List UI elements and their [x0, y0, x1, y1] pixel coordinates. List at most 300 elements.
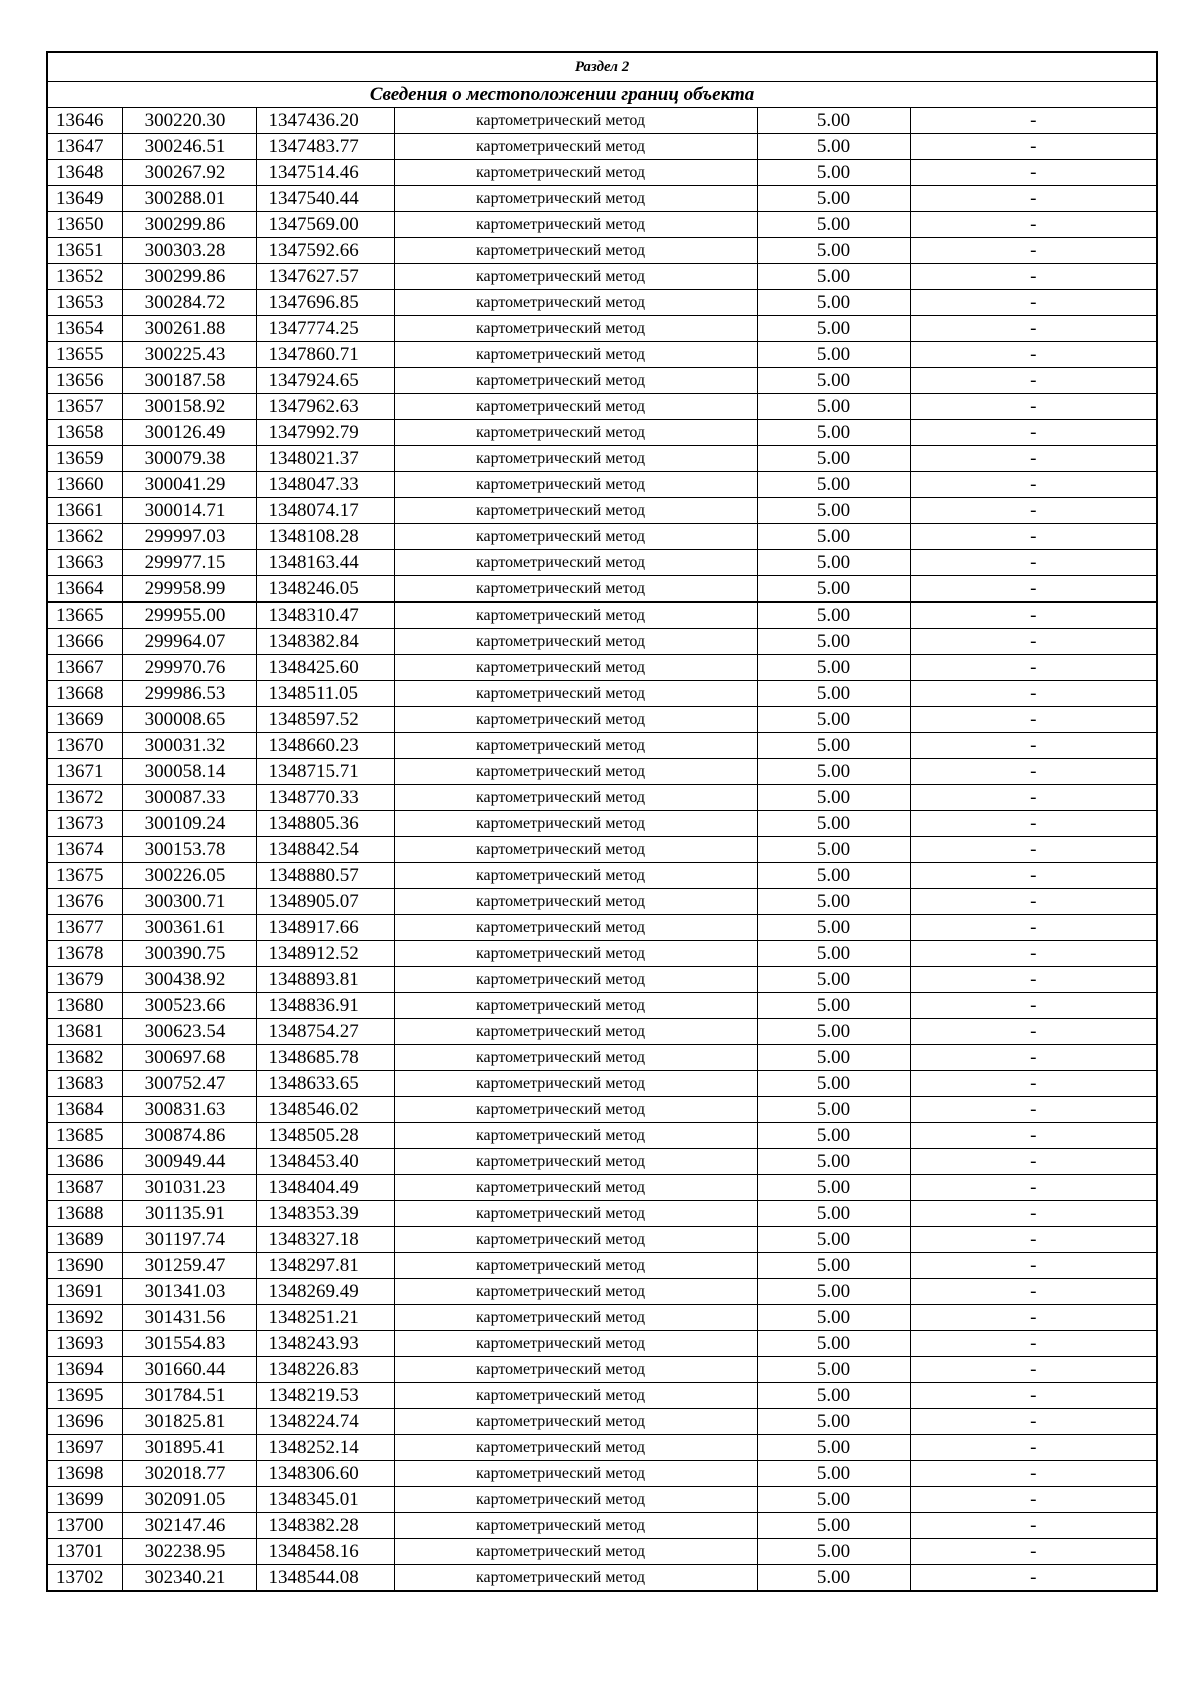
x-coordinate-cell: 300299.86 — [122, 264, 256, 290]
x-coordinate-cell: 300949.44 — [122, 1149, 256, 1175]
y-coordinate-cell: 1348269.49 — [256, 1279, 394, 1305]
x-coordinate-cell: 300390.75 — [122, 941, 256, 967]
y-coordinate-cell: 1348297.81 — [256, 1253, 394, 1279]
table-row — [47, 472, 1157, 498]
table-row — [47, 1279, 1157, 1305]
point-number-cell: 13667 — [47, 655, 122, 681]
table-row — [47, 1071, 1157, 1097]
x-coordinate-cell: 299964.07 — [122, 629, 256, 655]
table-row — [47, 134, 1157, 160]
x-coordinate-cell: 300361.61 — [122, 915, 256, 941]
point-number-cell: 13677 — [47, 915, 122, 941]
table-row — [47, 212, 1157, 238]
accuracy-cell: 5.00 — [757, 1175, 910, 1201]
method-cell: картометрический метод — [394, 264, 757, 290]
table-row — [47, 915, 1157, 941]
x-coordinate-cell: 300523.66 — [122, 993, 256, 1019]
description-cell: - — [910, 1357, 1157, 1383]
point-number-cell: 13646 — [47, 108, 122, 134]
point-number-cell: 13685 — [47, 1123, 122, 1149]
y-coordinate-cell: 1347992.79 — [256, 420, 394, 446]
y-coordinate-cell: 1348382.84 — [256, 629, 394, 655]
boundary-coordinates-table — [46, 51, 1158, 1592]
method-cell: картометрический метод — [394, 1435, 757, 1461]
x-coordinate-cell: 300697.68 — [122, 1045, 256, 1071]
table-row — [47, 1435, 1157, 1461]
description-cell: - — [910, 837, 1157, 863]
accuracy-cell: 5.00 — [757, 1123, 910, 1149]
table-row — [47, 498, 1157, 524]
x-coordinate-cell: 300058.14 — [122, 759, 256, 785]
point-number-cell: 13695 — [47, 1383, 122, 1409]
y-coordinate-cell: 1348382.28 — [256, 1513, 394, 1539]
table-row — [47, 1045, 1157, 1071]
point-number-cell: 13648 — [47, 160, 122, 186]
x-coordinate-cell: 302340.21 — [122, 1565, 256, 1592]
accuracy-cell: 5.00 — [757, 941, 910, 967]
y-coordinate-cell: 1348404.49 — [256, 1175, 394, 1201]
accuracy-cell: 5.00 — [757, 186, 910, 212]
accuracy-cell: 5.00 — [757, 134, 910, 160]
accuracy-cell: 5.00 — [757, 1565, 910, 1592]
y-coordinate-cell: 1347924.65 — [256, 368, 394, 394]
point-number-cell: 13700 — [47, 1513, 122, 1539]
section-header-row — [47, 52, 1157, 82]
y-coordinate-cell: 1348353.39 — [256, 1201, 394, 1227]
accuracy-cell: 5.00 — [757, 1253, 910, 1279]
description-cell: - — [910, 941, 1157, 967]
table-row — [47, 655, 1157, 681]
x-coordinate-cell: 300220.30 — [122, 108, 256, 134]
method-cell: картометрический метод — [394, 550, 757, 576]
table-row — [47, 941, 1157, 967]
table-title: Сведения о местоположении границ объекта — [47, 82, 1157, 108]
point-number-cell: 13675 — [47, 863, 122, 889]
x-coordinate-cell: 300031.32 — [122, 733, 256, 759]
point-number-cell: 13678 — [47, 941, 122, 967]
table-row — [47, 681, 1157, 707]
section-title: Раздел 2 — [47, 52, 1157, 82]
table-row — [47, 1305, 1157, 1331]
description-cell: - — [910, 316, 1157, 342]
description-cell: - — [910, 1201, 1157, 1227]
method-cell: картометрический метод — [394, 967, 757, 993]
y-coordinate-cell: 1348912.52 — [256, 941, 394, 967]
y-coordinate-cell: 1348047.33 — [256, 472, 394, 498]
accuracy-cell: 5.00 — [757, 785, 910, 811]
method-cell: картометрический метод — [394, 420, 757, 446]
x-coordinate-cell: 300288.01 — [122, 186, 256, 212]
accuracy-cell: 5.00 — [757, 1019, 910, 1045]
point-number-cell: 13699 — [47, 1487, 122, 1513]
point-number-cell: 13698 — [47, 1461, 122, 1487]
x-coordinate-cell: 301825.81 — [122, 1409, 256, 1435]
method-cell: картометрический метод — [394, 837, 757, 863]
x-coordinate-cell: 301431.56 — [122, 1305, 256, 1331]
y-coordinate-cell: 1348243.93 — [256, 1331, 394, 1357]
description-cell: - — [910, 472, 1157, 498]
y-coordinate-cell: 1348546.02 — [256, 1097, 394, 1123]
description-cell: - — [910, 967, 1157, 993]
x-coordinate-cell: 299997.03 — [122, 524, 256, 550]
accuracy-cell: 5.00 — [757, 446, 910, 472]
x-coordinate-cell: 300008.65 — [122, 707, 256, 733]
x-coordinate-cell: 300300.71 — [122, 889, 256, 915]
method-cell: картометрический метод — [394, 1565, 757, 1592]
document-page — [46, 51, 1156, 1592]
method-cell: картометрический метод — [394, 1201, 757, 1227]
y-coordinate-cell: 1347696.85 — [256, 290, 394, 316]
accuracy-cell: 5.00 — [757, 290, 910, 316]
description-cell: - — [910, 160, 1157, 186]
description-cell: - — [910, 342, 1157, 368]
y-coordinate-cell: 1348219.53 — [256, 1383, 394, 1409]
table-row — [47, 1513, 1157, 1539]
y-coordinate-cell: 1348880.57 — [256, 863, 394, 889]
y-coordinate-cell: 1348905.07 — [256, 889, 394, 915]
description-cell: - — [910, 681, 1157, 707]
y-coordinate-cell: 1348425.60 — [256, 655, 394, 681]
table-body — [47, 52, 1157, 1591]
x-coordinate-cell: 302091.05 — [122, 1487, 256, 1513]
y-coordinate-cell: 1348917.66 — [256, 915, 394, 941]
x-coordinate-cell: 300041.29 — [122, 472, 256, 498]
accuracy-cell: 5.00 — [757, 1513, 910, 1539]
x-coordinate-cell: 300267.92 — [122, 160, 256, 186]
table-row — [47, 1201, 1157, 1227]
y-coordinate-cell: 1348345.01 — [256, 1487, 394, 1513]
x-coordinate-cell: 300153.78 — [122, 837, 256, 863]
method-cell: картометрический метод — [394, 655, 757, 681]
method-cell: картометрический метод — [394, 1253, 757, 1279]
method-cell: картометрический метод — [394, 342, 757, 368]
y-coordinate-cell: 1347592.66 — [256, 238, 394, 264]
y-coordinate-cell: 1348715.71 — [256, 759, 394, 785]
x-coordinate-cell: 300623.54 — [122, 1019, 256, 1045]
accuracy-cell: 5.00 — [757, 420, 910, 446]
accuracy-cell: 5.00 — [757, 1435, 910, 1461]
method-cell: картометрический метод — [394, 1513, 757, 1539]
x-coordinate-cell: 299955.00 — [122, 602, 256, 629]
description-cell: - — [910, 863, 1157, 889]
table-row — [47, 889, 1157, 915]
method-cell: картометрический метод — [394, 1539, 757, 1565]
method-cell: картометрический метод — [394, 1357, 757, 1383]
x-coordinate-cell: 301341.03 — [122, 1279, 256, 1305]
y-coordinate-cell: 1348252.14 — [256, 1435, 394, 1461]
accuracy-cell: 5.00 — [757, 915, 910, 941]
table-row — [47, 394, 1157, 420]
x-coordinate-cell: 300014.71 — [122, 498, 256, 524]
x-coordinate-cell: 301031.23 — [122, 1175, 256, 1201]
description-cell: - — [910, 759, 1157, 785]
method-cell: картометрический метод — [394, 160, 757, 186]
method-cell: картометрический метод — [394, 993, 757, 1019]
point-number-cell: 13653 — [47, 290, 122, 316]
accuracy-cell: 5.00 — [757, 108, 910, 134]
point-number-cell: 13681 — [47, 1019, 122, 1045]
accuracy-cell: 5.00 — [757, 1357, 910, 1383]
method-cell: картометрический метод — [394, 1409, 757, 1435]
point-number-cell: 13686 — [47, 1149, 122, 1175]
accuracy-cell: 5.00 — [757, 1097, 910, 1123]
x-coordinate-cell: 300752.47 — [122, 1071, 256, 1097]
x-coordinate-cell: 300284.72 — [122, 290, 256, 316]
description-cell: - — [910, 108, 1157, 134]
y-coordinate-cell: 1348327.18 — [256, 1227, 394, 1253]
description-cell: - — [910, 1227, 1157, 1253]
table-row — [47, 811, 1157, 837]
description-cell: - — [910, 1305, 1157, 1331]
description-cell: - — [910, 394, 1157, 420]
description-cell: - — [910, 1045, 1157, 1071]
y-coordinate-cell: 1348251.21 — [256, 1305, 394, 1331]
table-row — [47, 264, 1157, 290]
y-coordinate-cell: 1348246.05 — [256, 576, 394, 603]
description-cell: - — [910, 1175, 1157, 1201]
accuracy-cell: 5.00 — [757, 1383, 910, 1409]
table-row — [47, 342, 1157, 368]
x-coordinate-cell: 299986.53 — [122, 681, 256, 707]
x-coordinate-cell: 300261.88 — [122, 316, 256, 342]
table-row — [47, 1357, 1157, 1383]
x-coordinate-cell: 300126.49 — [122, 420, 256, 446]
description-cell: - — [910, 602, 1157, 629]
point-number-cell: 13666 — [47, 629, 122, 655]
table-row — [47, 785, 1157, 811]
method-cell: картометрический метод — [394, 629, 757, 655]
y-coordinate-cell: 1348021.37 — [256, 446, 394, 472]
x-coordinate-cell: 301135.91 — [122, 1201, 256, 1227]
method-cell: картометрический метод — [394, 1487, 757, 1513]
method-cell: картометрический метод — [394, 1305, 757, 1331]
method-cell: картометрический метод — [394, 733, 757, 759]
accuracy-cell: 5.00 — [757, 629, 910, 655]
y-coordinate-cell: 1348754.27 — [256, 1019, 394, 1045]
x-coordinate-cell: 301784.51 — [122, 1383, 256, 1409]
description-cell: - — [910, 1279, 1157, 1305]
method-cell: картометрический метод — [394, 1331, 757, 1357]
description-cell: - — [910, 524, 1157, 550]
point-number-cell: 13651 — [47, 238, 122, 264]
method-cell: картометрический метод — [394, 681, 757, 707]
accuracy-cell: 5.00 — [757, 863, 910, 889]
description-cell: - — [910, 1539, 1157, 1565]
description-cell: - — [910, 1123, 1157, 1149]
point-number-cell: 13683 — [47, 1071, 122, 1097]
description-cell: - — [910, 1149, 1157, 1175]
accuracy-cell: 5.00 — [757, 993, 910, 1019]
point-number-cell: 13647 — [47, 134, 122, 160]
point-number-cell: 13689 — [47, 1227, 122, 1253]
x-coordinate-cell: 299970.76 — [122, 655, 256, 681]
table-row — [47, 1123, 1157, 1149]
accuracy-cell: 5.00 — [757, 498, 910, 524]
accuracy-cell: 5.00 — [757, 1487, 910, 1513]
description-cell: - — [910, 134, 1157, 160]
description-cell: - — [910, 498, 1157, 524]
accuracy-cell: 5.00 — [757, 1071, 910, 1097]
description-cell: - — [910, 811, 1157, 837]
point-number-cell: 13679 — [47, 967, 122, 993]
point-number-cell: 13649 — [47, 186, 122, 212]
method-cell: картометрический метод — [394, 316, 757, 342]
accuracy-cell: 5.00 — [757, 368, 910, 394]
accuracy-cell: 5.00 — [757, 602, 910, 629]
description-cell: - — [910, 707, 1157, 733]
y-coordinate-cell: 1347436.20 — [256, 108, 394, 134]
accuracy-cell: 5.00 — [757, 967, 910, 993]
accuracy-cell: 5.00 — [757, 1539, 910, 1565]
point-number-cell: 13650 — [47, 212, 122, 238]
y-coordinate-cell: 1347627.57 — [256, 264, 394, 290]
method-cell: картометрический метод — [394, 394, 757, 420]
y-coordinate-cell: 1347483.77 — [256, 134, 394, 160]
point-number-cell: 13660 — [47, 472, 122, 498]
accuracy-cell: 5.00 — [757, 524, 910, 550]
point-number-cell: 13693 — [47, 1331, 122, 1357]
point-number-cell: 13664 — [47, 576, 122, 603]
x-coordinate-cell: 300246.51 — [122, 134, 256, 160]
description-cell: - — [910, 1565, 1157, 1592]
table-row — [47, 1409, 1157, 1435]
table-row — [47, 1461, 1157, 1487]
y-coordinate-cell: 1348633.65 — [256, 1071, 394, 1097]
point-number-cell: 13673 — [47, 811, 122, 837]
accuracy-cell: 5.00 — [757, 1461, 910, 1487]
method-cell: картометрический метод — [394, 1071, 757, 1097]
table-row — [47, 602, 1157, 629]
point-number-cell: 13657 — [47, 394, 122, 420]
accuracy-cell: 5.00 — [757, 238, 910, 264]
point-number-cell: 13654 — [47, 316, 122, 342]
table-row — [47, 446, 1157, 472]
x-coordinate-cell: 300874.86 — [122, 1123, 256, 1149]
accuracy-cell: 5.00 — [757, 394, 910, 420]
description-cell: - — [910, 186, 1157, 212]
y-coordinate-cell: 1347774.25 — [256, 316, 394, 342]
y-coordinate-cell: 1348597.52 — [256, 707, 394, 733]
table-row — [47, 186, 1157, 212]
table-row — [47, 1331, 1157, 1357]
method-cell: картометрический метод — [394, 707, 757, 733]
y-coordinate-cell: 1348511.05 — [256, 681, 394, 707]
method-cell: картометрический метод — [394, 1097, 757, 1123]
description-cell: - — [910, 368, 1157, 394]
table-row — [47, 1565, 1157, 1592]
x-coordinate-cell: 300225.43 — [122, 342, 256, 368]
description-cell: - — [910, 420, 1157, 446]
x-coordinate-cell: 299958.99 — [122, 576, 256, 603]
point-number-cell: 13674 — [47, 837, 122, 863]
x-coordinate-cell: 300831.63 — [122, 1097, 256, 1123]
method-cell: картометрический метод — [394, 1383, 757, 1409]
table-row — [47, 1175, 1157, 1201]
y-coordinate-cell: 1348805.36 — [256, 811, 394, 837]
description-cell: - — [910, 915, 1157, 941]
x-coordinate-cell: 300079.38 — [122, 446, 256, 472]
method-cell: картометрический метод — [394, 1227, 757, 1253]
point-number-cell: 13665 — [47, 602, 122, 629]
accuracy-cell: 5.00 — [757, 212, 910, 238]
y-coordinate-cell: 1348310.47 — [256, 602, 394, 629]
y-coordinate-cell: 1348505.28 — [256, 1123, 394, 1149]
y-coordinate-cell: 1348770.33 — [256, 785, 394, 811]
table-row — [47, 1097, 1157, 1123]
table-row — [47, 707, 1157, 733]
y-coordinate-cell: 1347540.44 — [256, 186, 394, 212]
method-cell: картометрический метод — [394, 863, 757, 889]
method-cell: картометрический метод — [394, 446, 757, 472]
accuracy-cell: 5.00 — [757, 1331, 910, 1357]
table-row — [47, 993, 1157, 1019]
x-coordinate-cell: 300109.24 — [122, 811, 256, 837]
point-number-cell: 13670 — [47, 733, 122, 759]
description-cell: - — [910, 1435, 1157, 1461]
method-cell: картометрический метод — [394, 1123, 757, 1149]
table-row — [47, 420, 1157, 446]
method-cell: картометрический метод — [394, 290, 757, 316]
accuracy-cell: 5.00 — [757, 264, 910, 290]
y-coordinate-cell: 1348453.40 — [256, 1149, 394, 1175]
x-coordinate-cell: 300187.58 — [122, 368, 256, 394]
point-number-cell: 13697 — [47, 1435, 122, 1461]
point-number-cell: 13658 — [47, 420, 122, 446]
method-cell: картометрический метод — [394, 759, 757, 785]
method-cell: картометрический метод — [394, 1019, 757, 1045]
description-cell: - — [910, 889, 1157, 915]
method-cell: картометрический метод — [394, 889, 757, 915]
description-cell: - — [910, 264, 1157, 290]
method-cell: картометрический метод — [394, 472, 757, 498]
method-cell: картометрический метод — [394, 1279, 757, 1305]
method-cell: картометрический метод — [394, 1461, 757, 1487]
y-coordinate-cell: 1348108.28 — [256, 524, 394, 550]
y-coordinate-cell: 1347514.46 — [256, 160, 394, 186]
method-cell: картометрический метод — [394, 602, 757, 629]
table-row — [47, 290, 1157, 316]
accuracy-cell: 5.00 — [757, 1227, 910, 1253]
point-number-cell: 13687 — [47, 1175, 122, 1201]
point-number-cell: 13662 — [47, 524, 122, 550]
accuracy-cell: 5.00 — [757, 1201, 910, 1227]
method-cell: картометрический метод — [394, 238, 757, 264]
point-number-cell: 13702 — [47, 1565, 122, 1592]
point-number-cell: 13691 — [47, 1279, 122, 1305]
point-number-cell: 13669 — [47, 707, 122, 733]
description-cell: - — [910, 238, 1157, 264]
accuracy-cell: 5.00 — [757, 759, 910, 785]
method-cell: картометрический метод — [394, 186, 757, 212]
accuracy-cell: 5.00 — [757, 1409, 910, 1435]
x-coordinate-cell: 299977.15 — [122, 550, 256, 576]
accuracy-cell: 5.00 — [757, 576, 910, 603]
point-number-cell: 13701 — [47, 1539, 122, 1565]
table-row — [47, 863, 1157, 889]
description-cell: - — [910, 446, 1157, 472]
y-coordinate-cell: 1348836.91 — [256, 993, 394, 1019]
point-number-cell: 13661 — [47, 498, 122, 524]
accuracy-cell: 5.00 — [757, 1149, 910, 1175]
y-coordinate-cell: 1348685.78 — [256, 1045, 394, 1071]
table-row — [47, 1019, 1157, 1045]
x-coordinate-cell: 301554.83 — [122, 1331, 256, 1357]
table-row — [47, 1253, 1157, 1279]
y-coordinate-cell: 1348163.44 — [256, 550, 394, 576]
method-cell: картометрический метод — [394, 368, 757, 394]
accuracy-cell: 5.00 — [757, 1279, 910, 1305]
description-cell: - — [910, 576, 1157, 603]
